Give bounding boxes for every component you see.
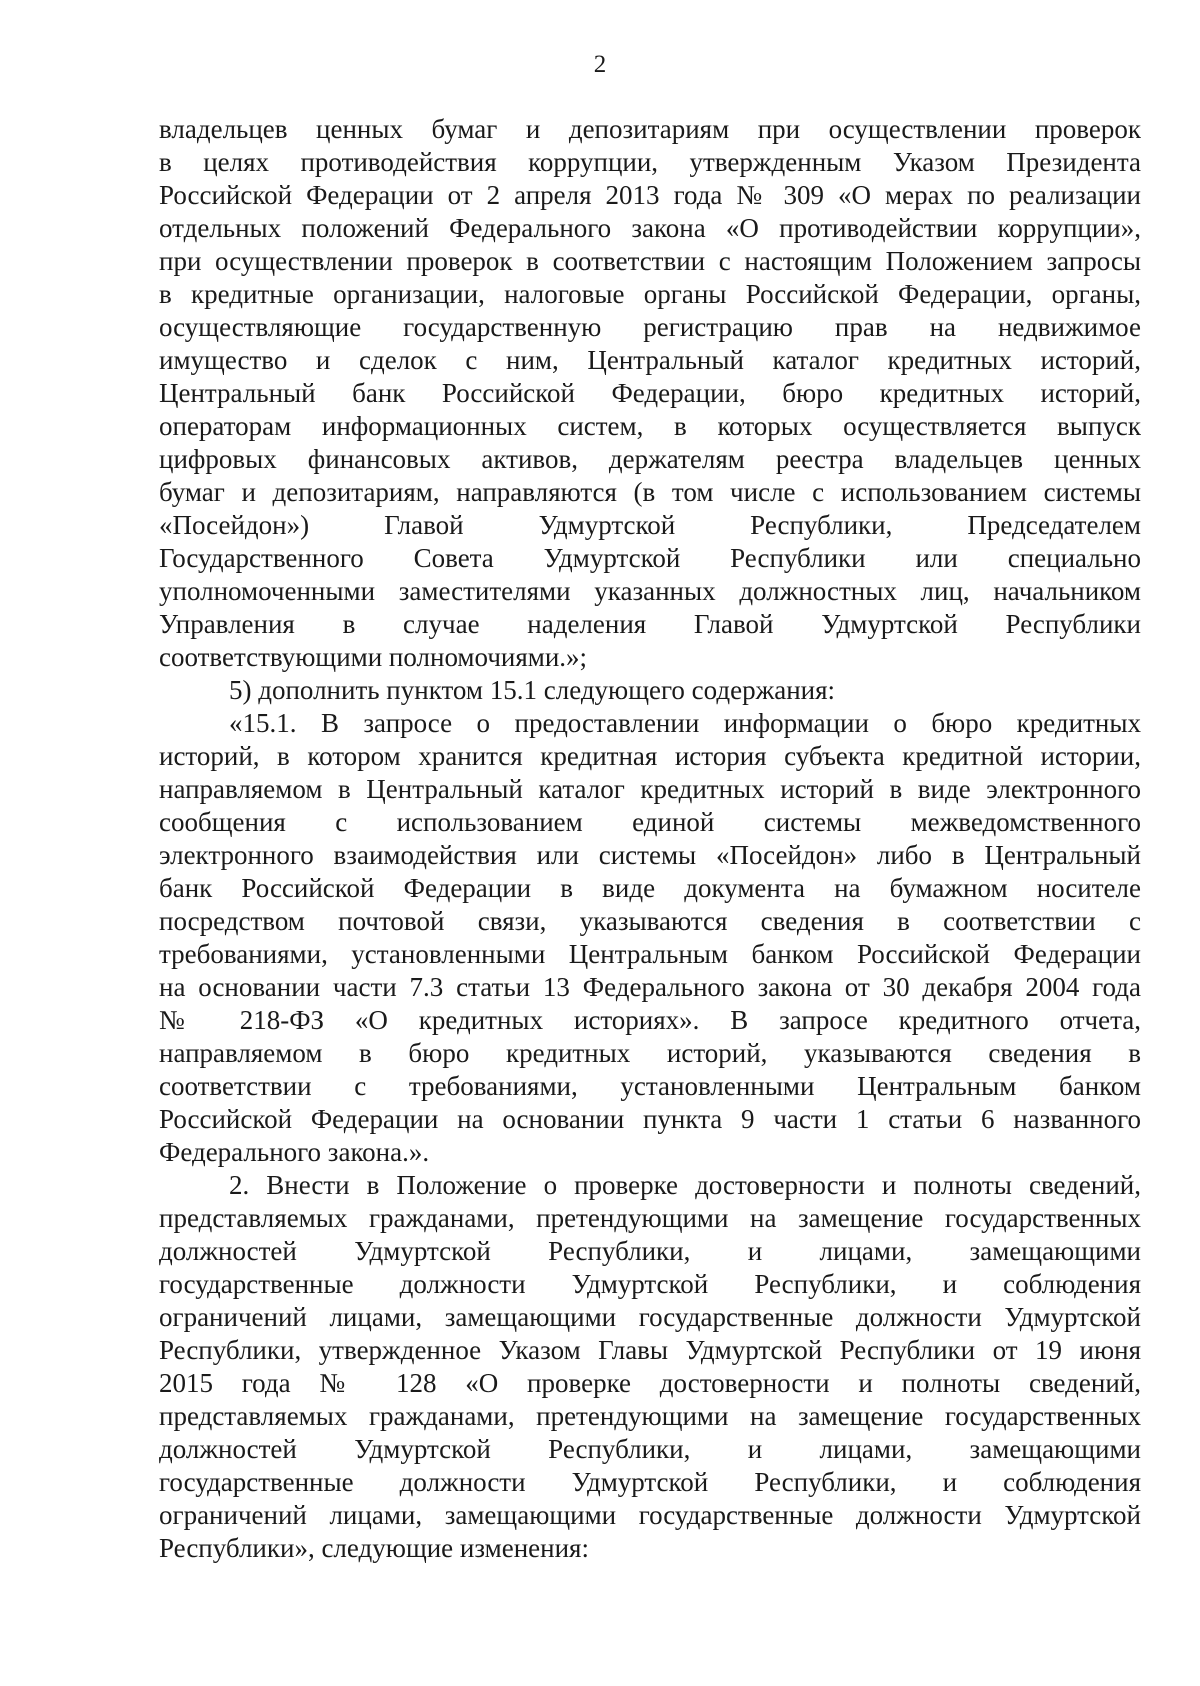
document-body — [159, 113, 1141, 1565]
paragraph-2-start: 2. Внести в Положение о проверке достоверности и полноты сведений, — [229, 1170, 1141, 1200]
text-line: представляемых гражданами, претендующими на замещение государственных — [159, 1203, 1141, 1233]
text-line: электронного взаимодействия или системы «Посейдон» либо в Центральный — [159, 840, 1141, 870]
text-line: 2015 года № 128 «О проверке достоверности и полноты сведений, — [159, 1368, 1141, 1398]
text-line: при осуществлении проверок в соответствии с настоящим Положением запросы — [159, 246, 1141, 276]
text-line: цифровых финансовых активов, держателям реестра владельцев ценных — [159, 444, 1141, 474]
paragraph-15-1-start: «15.1. В запросе о предоставлении информации о бюро кредитных — [229, 708, 1141, 738]
text-line: на основании части 7.3 статьи 13 Федерального закона от 30 декабря 2004 года — [159, 972, 1141, 1002]
text-line: Центральный банк Российской Федерации, бюро кредитных историй, — [159, 378, 1141, 408]
text-line: бумаг и депозитариям, направляются (в том числе с использованием системы — [159, 477, 1141, 507]
text-line: Управления в случае наделения Главой Удмуртской Республики — [159, 609, 1141, 639]
text-line: Государственного Совета Удмуртской Республики или специально — [159, 543, 1141, 573]
text-line: Российской Федерации на основании пункта 9 части 1 статьи 6 названного — [159, 1104, 1141, 1134]
text-line: соответствующими полномочиями.»; — [159, 642, 588, 672]
text-line: уполномоченными заместителями указанных должностных лиц, начальником — [159, 576, 1141, 606]
text-line: должностей Удмуртской Республики, и лицами, замещающими — [159, 1434, 1141, 1464]
text-line: отдельных положений Федерального закона «О противодействии коррупции», — [159, 213, 1141, 243]
text-line: Республики», следующие изменения: — [159, 1533, 589, 1563]
text-line: операторам информационных систем, в которых осуществляется выпуск — [159, 411, 1141, 441]
text-line: представляемых гражданами, претендующими на замещение государственных — [159, 1401, 1141, 1431]
text-line: посредством почтовой связи, указываются сведения в соответствии с — [159, 906, 1141, 936]
text-line: имущество и сделок с ним, Центральный каталог кредитных историй, — [159, 345, 1141, 375]
paragraph-item-5: 5) дополнить пунктом 15.1 следующего содержания: — [229, 675, 836, 705]
page-number: 2 — [593, 51, 607, 78]
text-line: направляемом в Центральный каталог кредитных историй в виде электронного — [159, 774, 1141, 804]
text-line: историй, в котором хранится кредитная история субъекта кредитной истории, — [159, 741, 1141, 771]
text-line: Российской Федерации от 2 апреля 2013 года № 309 «О мерах по реализации — [159, 180, 1141, 210]
text-line: ограничений лицами, замещающими государственные должности Удмуртской — [159, 1302, 1141, 1332]
text-line: требованиями, установленными Центральным банком Российской Федерации — [159, 939, 1141, 969]
text-line: владельцев ценных бумаг и депозитариям при осуществлении проверок — [159, 114, 1141, 144]
text-line: направляемом в бюро кредитных историй, указываются сведения в — [159, 1038, 1141, 1068]
text-line: № 218-ФЗ «О кредитных историях». В запросе кредитного отчета, — [159, 1005, 1141, 1035]
text-line: Республики, утвержденное Указом Главы Удмуртской Республики от 19 июня — [159, 1335, 1141, 1365]
text-line: должностей Удмуртской Республики, и лицами, замещающими — [159, 1236, 1141, 1266]
text-line: в кредитные организации, налоговые органы Российской Федерации, органы, — [159, 279, 1141, 309]
text-line: государственные должности Удмуртской Республики, и соблюдения — [159, 1269, 1141, 1299]
text-line: ограничений лицами, замещающими государственные должности Удмуртской — [159, 1500, 1141, 1530]
text-line: сообщения с использованием единой системы межведомственного — [159, 807, 1141, 837]
text-line: в целях противодействия коррупции, утвержденным Указом Президента — [159, 147, 1141, 177]
text-line: осуществляющие государственную регистрацию прав на недвижимое — [159, 312, 1141, 342]
text-line: «Посейдон») Главой Удмуртской Республики, Председателем — [159, 510, 1141, 540]
text-line: Федерального закона.». — [159, 1137, 430, 1167]
text-line: соответствии с требованиями, установленными Центральным банком — [159, 1071, 1141, 1101]
text-line: банк Российской Федерации в виде документа на бумажном носителе — [159, 873, 1141, 903]
text-line: государственные должности Удмуртской Республики, и соблюдения — [159, 1467, 1141, 1497]
